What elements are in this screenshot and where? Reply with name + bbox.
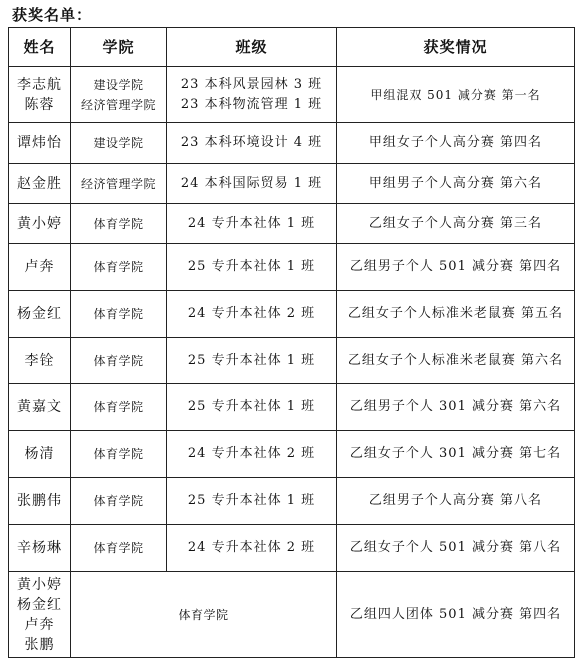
header-award: 获奖情况 <box>337 28 575 67</box>
table-row-team <box>9 572 575 658</box>
name-cell: 卢奔 <box>9 244 71 291</box>
award-cell: 乙组女子个人标准米老鼠赛 第五名 <box>337 291 575 338</box>
student-name: 李志航 <box>17 76 62 93</box>
student-name: 黄小婷 <box>17 576 62 593</box>
college-cell: 体育学院 <box>71 244 167 291</box>
award-cell: 甲组男子个人高分赛 第六名 <box>337 164 575 204</box>
college-name: 建设学院 <box>93 77 144 92</box>
table-row <box>9 525 575 572</box>
student-name: 卢奔 <box>24 616 55 633</box>
college-cell: 体育学院 <box>71 384 167 431</box>
name-cell <box>9 572 71 658</box>
table-row <box>9 384 575 431</box>
class-cell <box>167 67 337 123</box>
college-cell: 体育学院 <box>71 338 167 384</box>
table-row <box>9 123 575 164</box>
header-name: 姓名 <box>9 28 71 67</box>
header-college: 学院 <box>71 28 167 67</box>
class-cell: 23 本科环境设计 4 班 <box>167 123 337 164</box>
class-name: 23 本科风景园林 3 班 <box>180 76 323 92</box>
table-row <box>9 244 575 291</box>
name-cell: 黄嘉文 <box>9 384 71 431</box>
table-row <box>9 164 575 204</box>
award-cell: 乙组女子个人标准米老鼠赛 第六名 <box>337 338 575 384</box>
class-cell: 25 专升本社体 1 班 <box>167 384 337 431</box>
name-cell: 杨金红 <box>9 291 71 338</box>
name-cell: 辛杨琳 <box>9 525 71 572</box>
name-cell: 谭炜怡 <box>9 123 71 164</box>
table-header-row <box>9 28 575 67</box>
table-row <box>9 431 575 478</box>
table-row <box>9 67 575 123</box>
college-name: 经济管理学院 <box>80 97 156 112</box>
student-name: 张鹏 <box>24 636 55 653</box>
table-row <box>9 291 575 338</box>
award-cell: 乙组女子个人高分赛 第三名 <box>337 204 575 244</box>
table-row <box>9 338 575 384</box>
student-name: 陈蓉 <box>24 96 55 113</box>
name-cell: 李铨 <box>9 338 71 384</box>
college-cell: 体育学院 <box>71 291 167 338</box>
college-cell: 体育学院 <box>71 478 167 525</box>
college-cell: 体育学院 <box>71 572 337 658</box>
name-cell: 赵金胜 <box>9 164 71 204</box>
college-cell: 体育学院 <box>71 204 167 244</box>
class-cell: 24 专升本社体 2 班 <box>167 525 337 572</box>
award-cell: 甲组混双 501 减分赛 第一名 <box>337 67 575 123</box>
college-cell: 经济管理学院 <box>71 164 167 204</box>
award-cell: 甲组女子个人高分赛 第四名 <box>337 123 575 164</box>
award-cell: 乙组男子个人高分赛 第八名 <box>337 478 575 525</box>
name-cell <box>9 67 71 123</box>
page-heading: 获奖名单： <box>12 6 93 24</box>
student-name: 杨金红 <box>17 596 62 613</box>
name-cell: 张鹏伟 <box>9 478 71 525</box>
header-class: 班级 <box>167 28 337 67</box>
name-cell: 黄小婷 <box>9 204 71 244</box>
college-cell: 建设学院 <box>71 123 167 164</box>
college-cell: 体育学院 <box>71 525 167 572</box>
class-cell: 25 专升本社体 1 班 <box>167 338 337 384</box>
class-cell: 25 专升本社体 1 班 <box>167 244 337 291</box>
award-cell: 乙组女子个人 301 减分赛 第七名 <box>337 431 575 478</box>
name-cell: 杨清 <box>9 431 71 478</box>
table-row <box>9 478 575 525</box>
class-cell: 24 专升本社体 2 班 <box>167 431 337 478</box>
class-name: 23 本科物流管理 1 班 <box>180 96 323 112</box>
college-cell <box>71 67 167 123</box>
award-cell: 乙组男子个人 501 减分赛 第四名 <box>337 244 575 291</box>
class-cell: 25 专升本社体 1 班 <box>167 478 337 525</box>
class-cell: 24 专升本社体 2 班 <box>167 291 337 338</box>
award-cell: 乙组女子个人 501 减分赛 第八名 <box>337 525 575 572</box>
college-cell: 体育学院 <box>71 431 167 478</box>
award-cell: 乙组男子个人 301 减分赛 第六名 <box>337 384 575 431</box>
award-cell: 乙组四人团体 501 减分赛 第四名 <box>337 572 575 658</box>
class-cell: 24 专升本社体 1 班 <box>167 204 337 244</box>
awards-table <box>8 27 575 658</box>
class-cell: 24 本科国际贸易 1 班 <box>167 164 337 204</box>
table-row <box>9 204 575 244</box>
